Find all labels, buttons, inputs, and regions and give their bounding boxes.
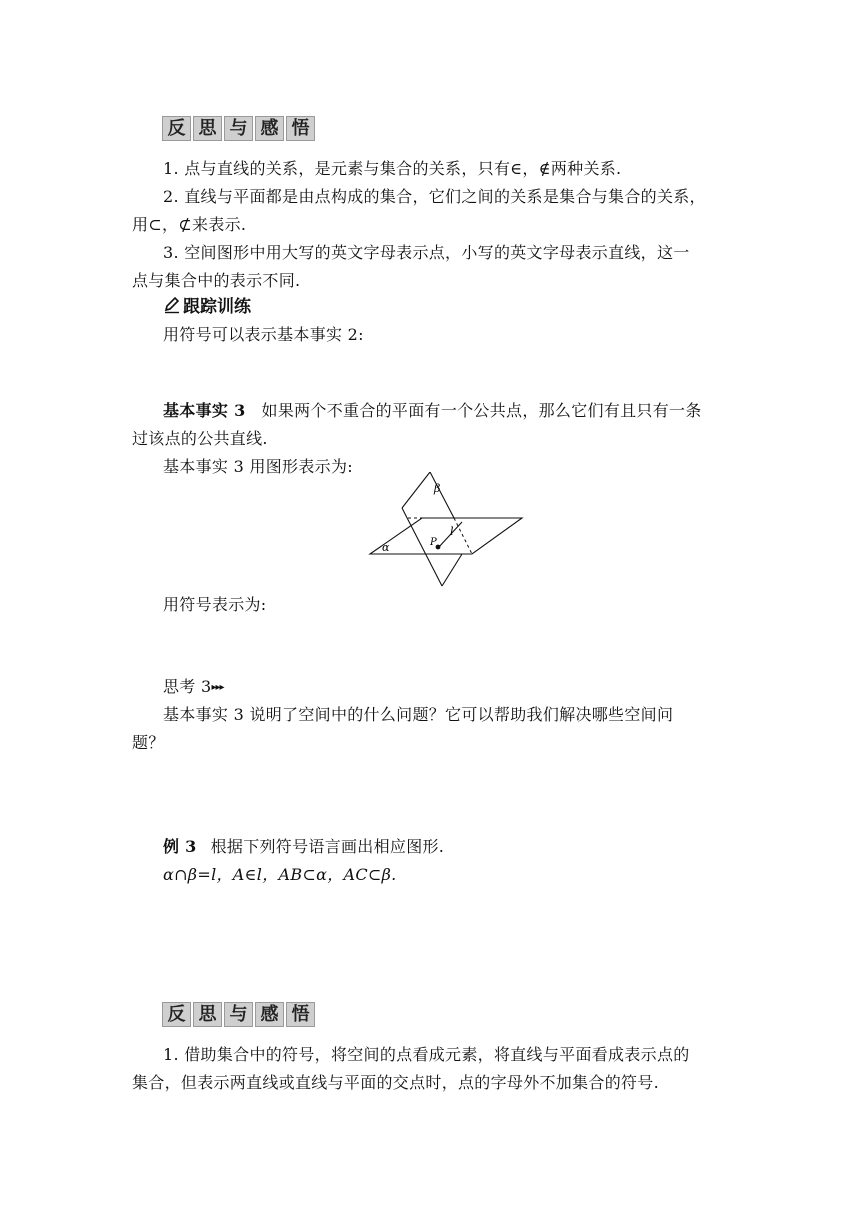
example3-formula: α∩β=l，A∈l，AB⊂α，AC⊂β. [163,865,397,884]
think3-question: 基本事实 3 说明了空间中的什么问题？它可以帮助我们解决哪些空间问 [163,705,674,724]
triple-arrow-icon: ▸▸▸ [211,682,224,693]
banner-char: 反 [162,1002,191,1027]
tracking-title: 跟踪训练 [183,297,251,317]
banner-char: 感 [255,116,284,141]
banner-char: 感 [255,1002,284,1027]
reflection2-item-1-cont: 集合，但表示两直线或直线与平面的交点时，点的字母外不加集合的符号. [132,1073,659,1092]
label-beta: β [434,482,441,495]
reflection-item-3-cont: 点与集合中的表示不同. [132,271,301,290]
hidden-edge [454,518,472,554]
reflection-item-2-cont: 用⊂，⊄来表示. [132,215,247,234]
fact3-label: 基本事实 3 [163,401,246,420]
label-l: l [450,525,454,538]
reflection-banner [162,116,315,141]
think3-heading [163,674,224,697]
plane-beta-edge [402,472,430,508]
banner-char: 悟 [286,1002,315,1027]
reflection-banner [162,1002,315,1027]
tracking-heading [163,292,251,317]
reflection-item-2: 2. 直线与平面都是由点构成的集合，它们之间的关系是集合与集合的关系， [163,187,706,206]
plane-beta-edge [442,554,462,586]
fact3-symbol-intro: 用符号表示为: [163,595,267,614]
banner-char: 反 [162,116,191,141]
fact3-text: 如果两个不重合的平面有一个公共点，那么它们有且只有一条 [261,401,702,420]
intersecting-planes-figure [362,472,528,590]
fact3-paragraph [163,398,702,421]
fact3-graph-intro: 基本事实 3 用图形表示为: [163,457,353,476]
reflection-item-3: 3. 空间图形中用大写的英文字母表示点，小写的英文字母表示直线，这一 [163,243,690,262]
example3-label: 例 3 [163,837,197,856]
banner-char: 思 [193,116,222,141]
tracking-text: 用符号可以表示基本事实 2: [163,325,364,344]
plane-beta-edge [430,472,454,518]
reflection-item-1: 1. 点与直线的关系，是元素与集合的关系，只有∈，∉两种关系. [163,159,622,178]
label-p: P [430,537,437,548]
think3-label: 思考 3 [163,677,212,696]
reflection2-item-1: 1. 借助集合中的符号，将空间的点看成元素，将直线与平面看成表示点的 [163,1045,690,1064]
think3-question-cont: 题？ [132,733,165,752]
pencil-icon [163,296,181,314]
banner-char: 悟 [286,116,315,141]
plane-alpha [370,518,522,554]
example3-text: 根据下列符号语言画出相应图形. [210,837,445,856]
banner-char: 思 [193,1002,222,1027]
example3-heading [163,834,444,857]
label-alpha: α [382,541,390,554]
banner-char: 与 [224,116,253,141]
fact3-text-cont: 过该点的公共直线. [132,429,268,448]
banner-char: 与 [224,1002,253,1027]
